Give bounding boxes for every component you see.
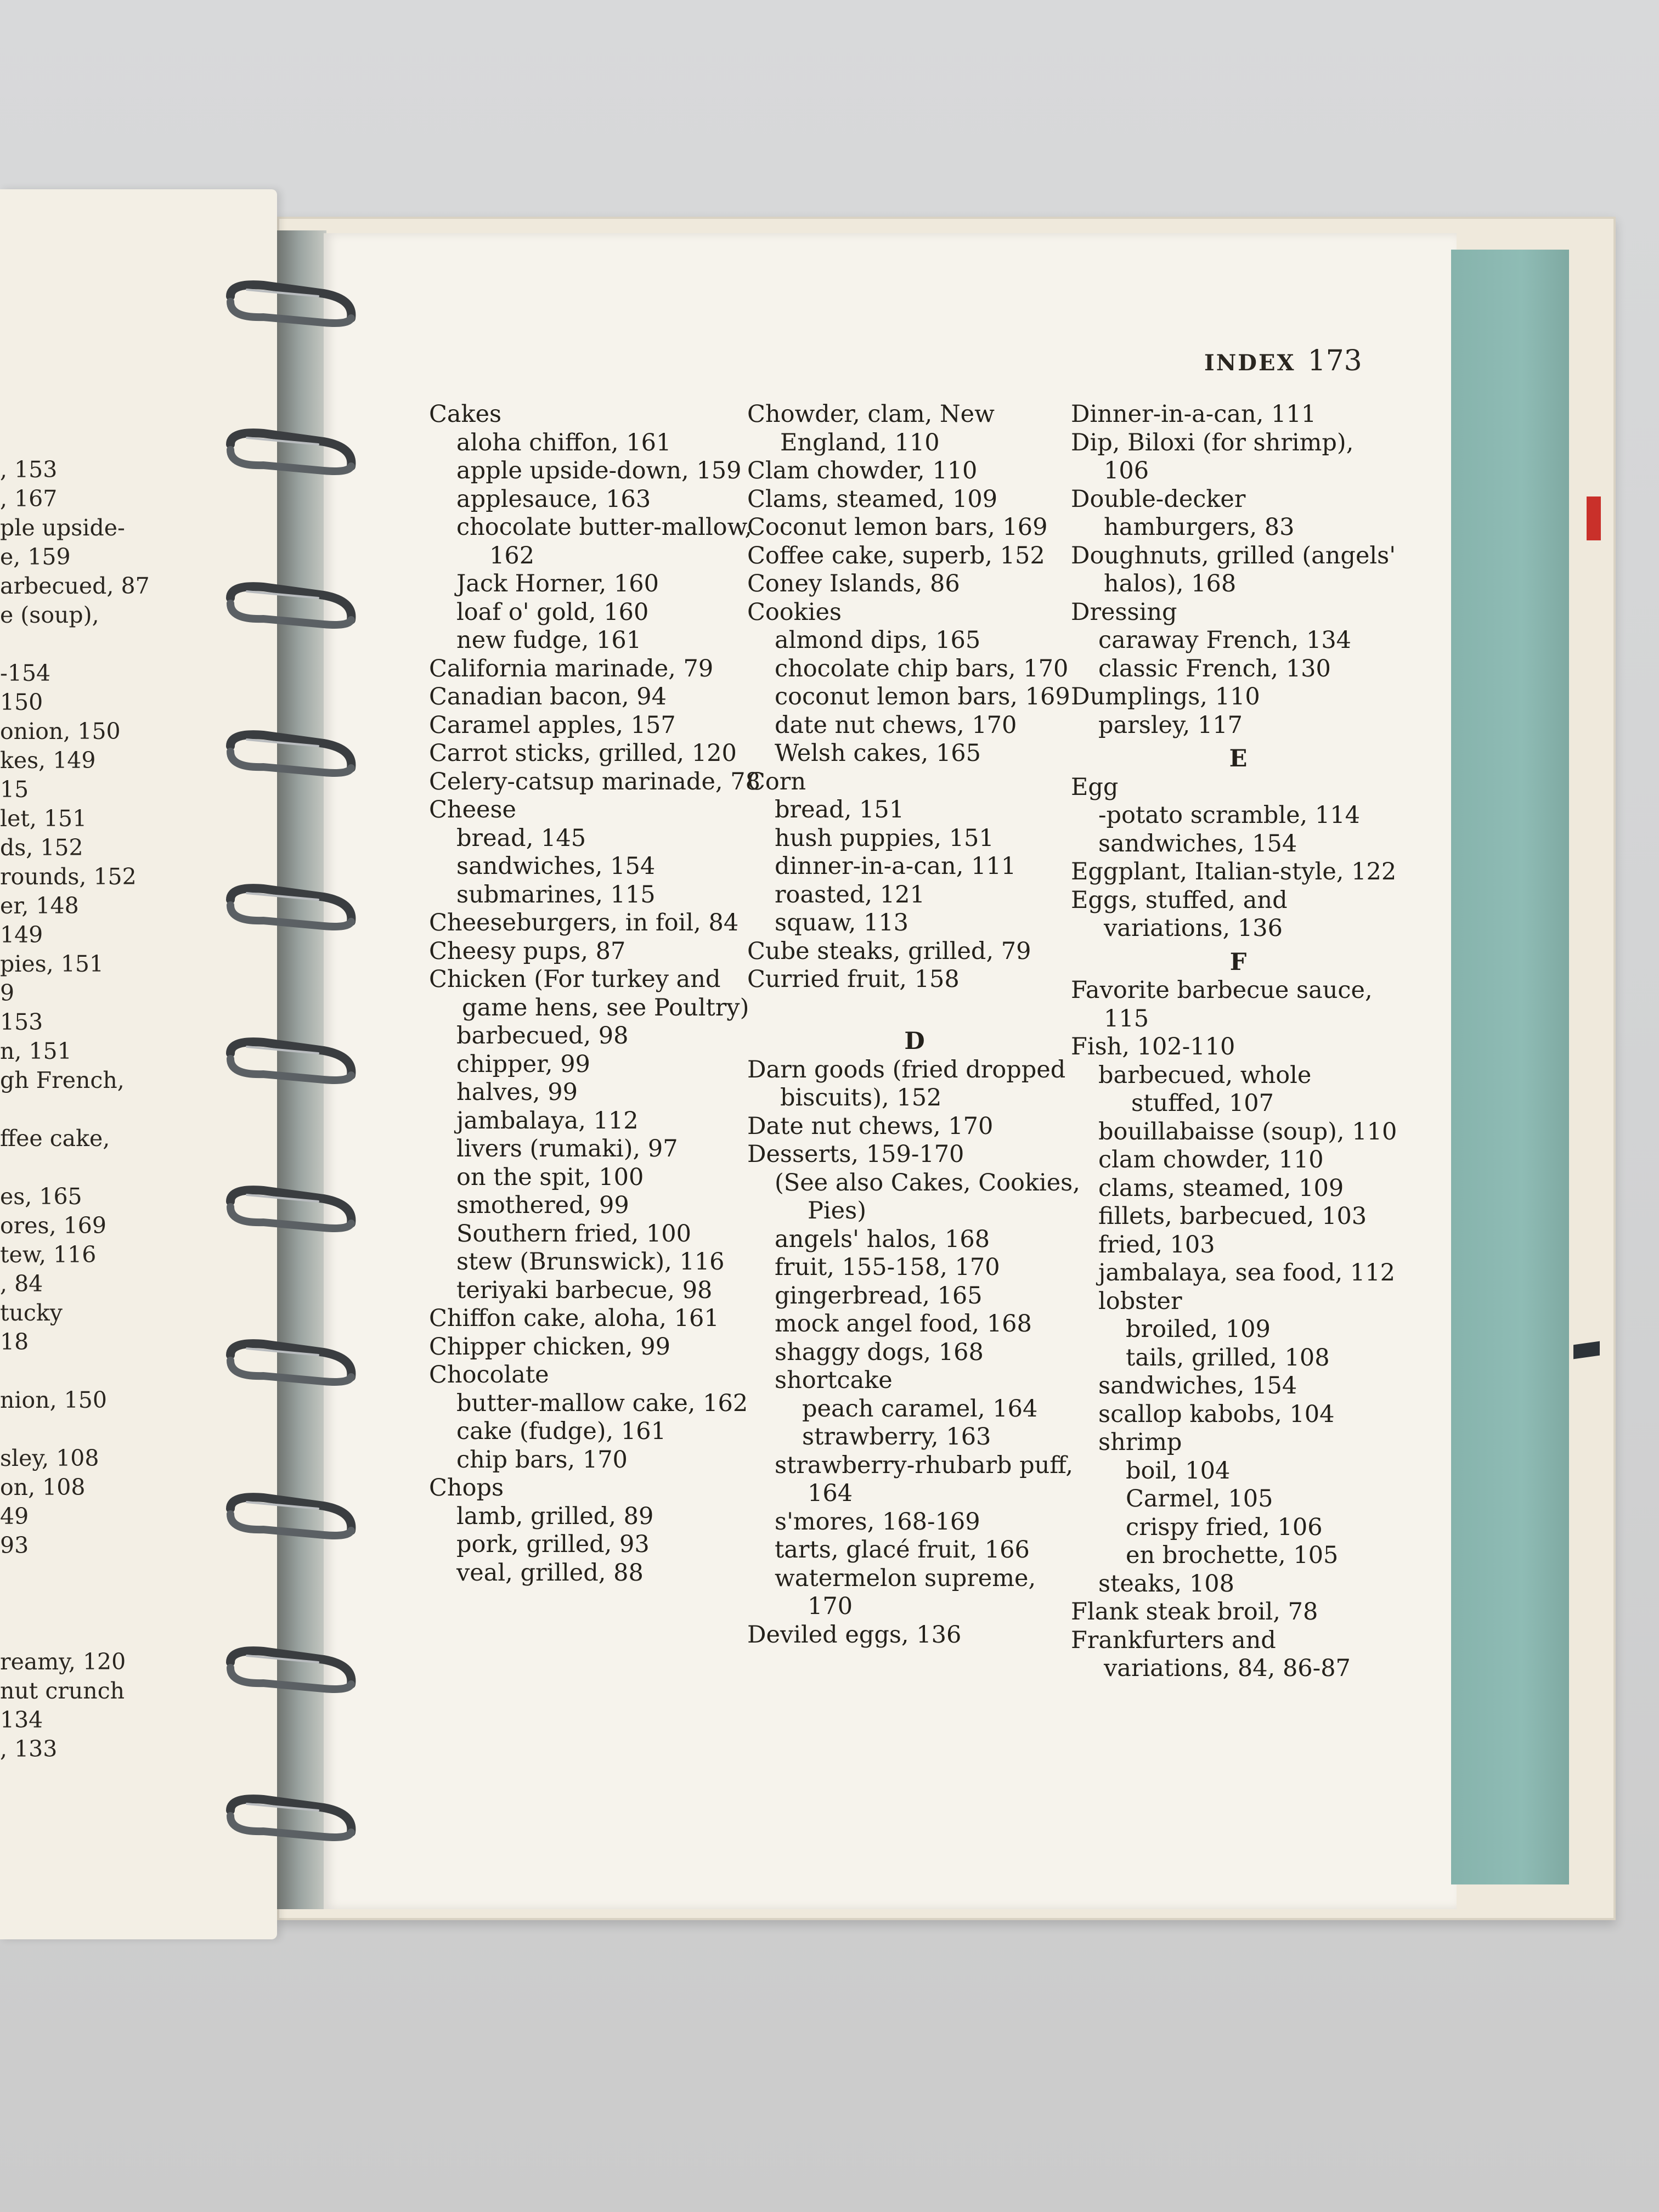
left-page-fragment: , 167: [0, 486, 58, 512]
index-subentry: Southern fried, 100: [456, 1220, 691, 1248]
left-page-fragment: e, 159: [0, 544, 71, 570]
spiral-binding: [214, 274, 379, 1865]
index-entry: Eggplant, Italian-style, 122: [1071, 858, 1397, 885]
left-page-fragment: 93: [0, 1532, 29, 1559]
index-entry: Chops: [429, 1474, 504, 1502]
index-subentry: mock angel food, 168: [775, 1310, 1032, 1338]
index-subentry: teriyaki barbecue, 98: [456, 1276, 713, 1304]
index-entry: Favorite barbecue sauce, 115: [1071, 977, 1373, 1032]
index-subentry: chip bars, 170: [456, 1446, 628, 1474]
index-entry: Chicken (For turkey and game hens, see Poultry): [429, 966, 749, 1022]
left-page-fragment: 134: [0, 1707, 43, 1733]
index-subentry: bread, 151: [775, 796, 905, 823]
left-page-fragment: ds, 152: [0, 834, 83, 861]
index-subentry: tails, grilled, 108: [1126, 1344, 1330, 1372]
index-subentry: submarines, 115: [456, 881, 656, 909]
index-subentry: -potato scramble, 114: [1098, 802, 1360, 829]
index-subentry: crispy fried, 106: [1126, 1513, 1323, 1541]
left-page-fragment: gh French,: [0, 1067, 125, 1093]
index-subentry: squaw, 113: [775, 909, 909, 936]
index-subentry: classic French, 130: [1098, 654, 1331, 682]
index-subentry: apple upside-down, 159: [456, 457, 742, 484]
index-entry: Doughnuts, grilled (angels' halos), 168: [1071, 541, 1396, 597]
left-page-fragment: ple upside-: [0, 515, 125, 541]
index-subentry: stew (Brunswick), 116: [456, 1248, 725, 1276]
index-entry: Clams, steamed, 109: [747, 485, 998, 513]
index-subentry: sandwiches, 154: [1098, 1372, 1297, 1400]
left-page-fragment: er, 148: [0, 893, 79, 919]
left-page-fragment: 9: [0, 980, 15, 1006]
binding-coil: [230, 735, 351, 773]
index-subentry: gingerbread, 165: [775, 1282, 983, 1310]
left-page-fragment: on, 108: [0, 1474, 86, 1500]
index-subentry: date nut chews, 170: [775, 711, 1017, 739]
index-subentry: boil, 104: [1126, 1457, 1231, 1485]
index-subentry: peach caramel, 164: [802, 1395, 1038, 1423]
index-entry: Cube steaks, grilled, 79: [747, 937, 1031, 965]
index-subentry: barbecued, whole stuffed, 107: [1098, 1061, 1312, 1117]
index-subentry: shortcake: [775, 1367, 893, 1394]
index-subentry: parsley, 117: [1098, 711, 1243, 739]
section-letter: D: [904, 1028, 925, 1055]
index-subentry: angels' halos, 168: [775, 1225, 990, 1253]
index-entry: Dressing: [1071, 598, 1177, 626]
index-entry: Corn: [747, 768, 806, 795]
index-subentry: halves, 99: [456, 1079, 578, 1106]
index-subentry: jambalaya, 112: [456, 1107, 639, 1135]
index-subentry: aloha chiffon, 161: [456, 428, 672, 456]
left-page-fragment: 150: [0, 689, 43, 715]
index-entry: Cookies: [747, 598, 842, 626]
left-page-fragment: reamy, 120: [0, 1649, 126, 1675]
index-subentry: cake (fudge), 161: [456, 1418, 666, 1445]
index-subentry: butter-mallow cake, 162: [456, 1389, 748, 1417]
index-subentry: chocolate chip bars, 170: [775, 654, 1069, 682]
left-page-fragment: , 84: [0, 1271, 43, 1297]
left-page-fragment: 49: [0, 1503, 29, 1530]
index-entry: Darn goods (fried dropped biscuits), 152: [747, 1056, 1066, 1111]
index-entry: Carrot sticks, grilled, 120: [429, 740, 737, 767]
index-entry: Eggs, stuffed, and variations, 136: [1071, 886, 1288, 942]
index-column-3: [1071, 400, 1406, 1683]
binding-coil: [230, 433, 351, 471]
index-entry: Chowder, clam, New England, 110: [747, 400, 995, 456]
left-page-fragment: tucky: [0, 1300, 63, 1326]
left-page-fragment: , 133: [0, 1736, 58, 1762]
index-entry: Deviled eggs, 136: [747, 1621, 962, 1649]
section-letter: E: [1229, 745, 1248, 772]
index-subentry: steaks, 108: [1098, 1570, 1234, 1598]
left-page-fragment: sley, 108: [0, 1445, 99, 1471]
index-entry: Flank steak broil, 78: [1071, 1598, 1318, 1626]
index-entry: Dumplings, 110: [1071, 683, 1260, 710]
index-subentry: bouillabaisse (soup), 110: [1098, 1118, 1397, 1146]
binding-coil: [230, 888, 351, 927]
binding-coil: [230, 1042, 351, 1080]
index-subentry: applesauce, 163: [456, 485, 651, 513]
left-page-fragment: nut crunch: [0, 1678, 125, 1704]
index-entry: Coconut lemon bars, 169: [747, 514, 1048, 541]
index-subentry: Carmel, 105: [1126, 1485, 1273, 1513]
index-subentry: chocolate butter-mallow, 162: [456, 514, 752, 569]
index-entry: Clam chowder, 110: [747, 457, 978, 484]
index-subentry: watermelon supreme, 170: [775, 1564, 1036, 1620]
spacer: [747, 994, 1082, 1023]
index-column-1: [429, 400, 764, 1587]
index-subentry: s'mores, 168-169: [775, 1508, 980, 1536]
index-subentry: coconut lemon bars, 169: [775, 683, 1070, 710]
left-page-fragment: 149: [0, 922, 43, 948]
index-label: INDEX: [1204, 350, 1296, 376]
index-subentry: lamb, grilled, 89: [456, 1502, 654, 1530]
left-page-fragment: n, 151: [0, 1038, 72, 1064]
index-entry: Caramel apples, 157: [429, 711, 676, 739]
binding-coil: [230, 285, 351, 323]
index-subentry: bread, 145: [456, 824, 586, 852]
index-entry: Fish, 102-110: [1071, 1033, 1235, 1060]
left-page-fragment: rounds, 152: [0, 864, 137, 890]
index-entry: Curried fruit, 158: [747, 966, 960, 993]
index-subentry: Jack Horner, 160: [456, 570, 659, 597]
left-page-fragment: nion, 150: [0, 1387, 107, 1413]
index-entry: Coffee cake, superb, 152: [747, 541, 1045, 569]
left-page-fragment: tew, 116: [0, 1242, 97, 1268]
left-page-fragment: onion, 150: [0, 718, 121, 744]
index-entry: Celery-catsup marinade, 78: [429, 768, 760, 795]
index-entry: Dinner-in-a-can, 111: [1071, 400, 1317, 428]
left-page-fragment: ores, 169: [0, 1212, 106, 1239]
index-entry: Double-decker hamburgers, 83: [1071, 485, 1295, 541]
index-subentry: fillets, barbecued, 103: [1098, 1203, 1367, 1230]
index-subentry: livers (rumaki), 97: [456, 1135, 678, 1163]
binding-coil: [230, 1497, 351, 1536]
teal-cover-edge: [1451, 250, 1569, 1884]
index-subentry: loaf o' gold, 160: [456, 598, 649, 626]
index-entry: Desserts, 159-170: [747, 1141, 964, 1168]
red-cover-mark: [1587, 496, 1601, 540]
index-subentry: new fudge, 161: [456, 627, 642, 654]
index-entry: Cheese: [429, 796, 517, 823]
left-page-fragment: e (soup),: [0, 602, 99, 628]
left-page-fragment: , 153: [0, 456, 58, 483]
index-entry: Cheeseburgers, in foil, 84: [429, 909, 739, 936]
index-subentry: pork, grilled, 93: [456, 1531, 650, 1558]
left-page-fragment: -154: [0, 660, 51, 686]
left-page-fragment: 15: [0, 776, 29, 803]
index-subentry: on the spit, 100: [456, 1163, 644, 1191]
binding-coil: [230, 1799, 351, 1837]
index-subentry: jambalaya, sea food, 112: [1098, 1259, 1396, 1286]
index-subentry: dinner-in-a-can, 111: [775, 853, 1017, 880]
index-subentry: clams, steamed, 109: [1098, 1174, 1344, 1202]
binding-coil: [230, 586, 351, 625]
index-entry: Chiffon cake, aloha, 161: [429, 1305, 719, 1332]
index-subentry: sandwiches, 154: [1098, 830, 1297, 857]
left-page-fragment: 153: [0, 1009, 43, 1035]
left-page-fragment: 18: [0, 1329, 29, 1355]
index-entry: Dip, Biloxi (for shrimp), 106: [1071, 428, 1354, 484]
index-subentry: lobster: [1098, 1287, 1182, 1315]
index-entry: Coney Islands, 86: [747, 570, 960, 597]
index-subentry: broiled, 109: [1126, 1316, 1271, 1343]
index-subentry: fruit, 155-158, 170: [775, 1254, 1000, 1281]
index-entry: Frankfurters and variations, 84, 86-87: [1071, 1626, 1351, 1682]
index-entry: Date nut chews, 170: [747, 1112, 994, 1140]
index-subentry: hush puppies, 151: [775, 824, 994, 852]
index-subentry: (See also Cakes, Cookies, Pies): [775, 1169, 1080, 1224]
left-page-fragment: let, 151: [0, 805, 87, 832]
left-page-fragment: ffee cake,: [0, 1125, 110, 1152]
index-subentry: smothered, 99: [456, 1192, 629, 1219]
index-subentry: almond dips, 165: [775, 627, 981, 654]
index-entry: Canadian bacon, 94: [429, 683, 667, 710]
index-subentry: shaggy dogs, 168: [775, 1338, 984, 1366]
index-column-2: [747, 400, 1082, 1649]
left-page-fragment: kes, 149: [0, 747, 96, 774]
binding-coil: [230, 1344, 351, 1382]
index-subentry: barbecued, 98: [456, 1022, 629, 1049]
index-entry: California marinade, 79: [429, 654, 714, 682]
page-number: 173: [1307, 345, 1362, 377]
binding-coil: [230, 1651, 351, 1689]
index-subentry: strawberry, 163: [802, 1423, 991, 1451]
index-subentry: scallop kabobs, 104: [1098, 1400, 1335, 1428]
index-entry: Chipper chicken, 99: [429, 1333, 670, 1361]
index-subentry: caraway French, 134: [1098, 627, 1352, 654]
index-subentry: veal, grilled, 88: [456, 1559, 644, 1587]
index-entry: Cheesy pups, 87: [429, 937, 626, 965]
section-letter: F: [1229, 948, 1247, 976]
left-page-fragment: pies, 151: [0, 951, 104, 977]
index-subentry: chipper, 99: [456, 1050, 590, 1078]
binding-coil: [230, 1190, 351, 1228]
index-subentry: sandwiches, 154: [456, 853, 656, 880]
index-subentry: strawberry-rhubarb puff, 164: [775, 1451, 1074, 1507]
index-subentry: fried, 103: [1098, 1231, 1215, 1259]
index-subentry: en brochette, 105: [1126, 1542, 1339, 1569]
index-entry: Chocolate: [429, 1361, 549, 1389]
page-header: [1204, 345, 1362, 377]
index-subentry: Welsh cakes, 165: [775, 740, 981, 767]
index-subentry: roasted, 121: [775, 881, 925, 909]
index-entry: Cakes: [429, 400, 502, 428]
index-subentry: clam chowder, 110: [1098, 1146, 1324, 1173]
index-subentry: tarts, glacé fruit, 166: [775, 1536, 1030, 1564]
index-entry: Egg: [1071, 773, 1119, 801]
index-subentry: shrimp: [1098, 1429, 1182, 1456]
left-page-fragment: arbecued, 87: [0, 573, 150, 599]
left-page-fragment: es, 165: [0, 1183, 82, 1210]
